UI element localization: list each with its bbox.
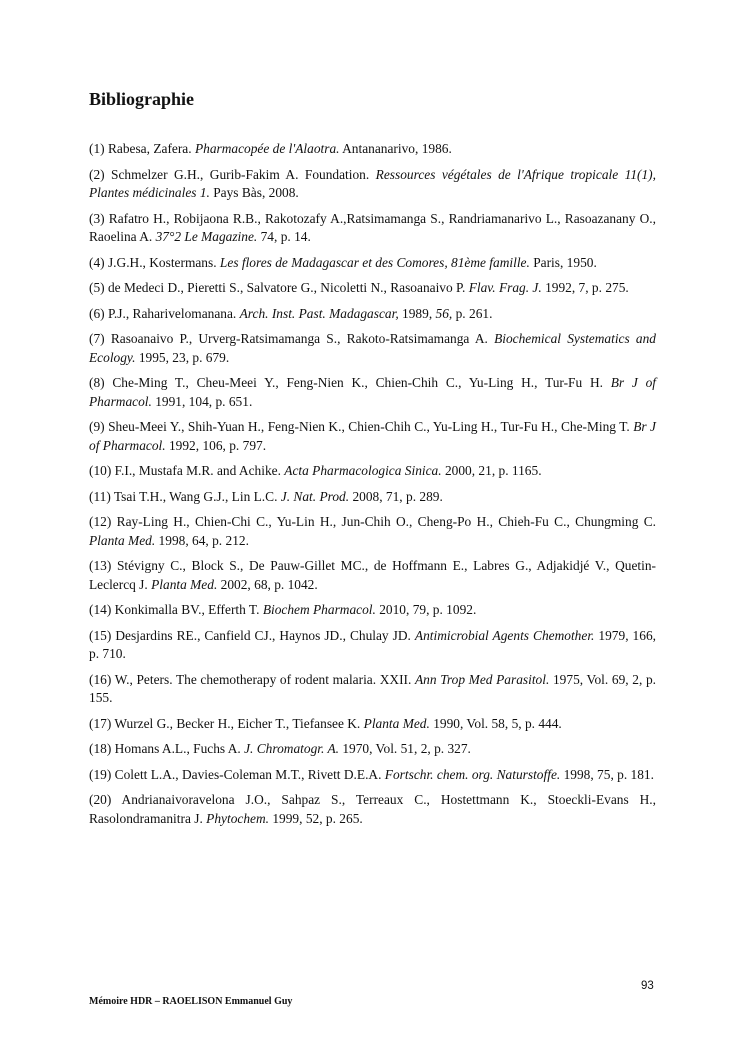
reference-text: (1) Rabesa, Zafera. (89, 141, 195, 156)
reference-item (89, 671, 656, 708)
reference-text: 2002, 68, p. 1042. (217, 576, 318, 592)
reference-text: (11) Tsai T.H., Wang G.J., Lin L.C. (89, 488, 281, 504)
reference-item (89, 601, 656, 620)
reference-source: Fortschr. chem. org. Naturstoffe. (384, 766, 561, 782)
reference-text: (5) de Medeci D., Pieretti S., Salvatore G., Nicoletti N., Rasoanaivo P. (89, 280, 469, 295)
reference-source: 56, (435, 305, 453, 321)
reference-item (89, 488, 656, 507)
reference-source: Flav. Frag. J. (468, 280, 542, 295)
reference-source: Ressources végétales de l'Afrique tropicale 11(1), Plantes médicinales 1. (89, 166, 656, 200)
reference-text: (10) F.I., Mustafa M.R. and Achike. (89, 463, 285, 478)
reference-source: J. Chromatogr. A. (244, 741, 339, 756)
reference-source: Antimicrobial Agents Chemother. (414, 627, 595, 643)
reference-text: (20) Andrianaivoravelona J.O., Sahpaz S., Terreaux C., Hostettmann K., Stoeckli-Evans H., Rasolondramanitra J. (89, 792, 656, 826)
reference-text: 1998, 64, p. 212. (155, 532, 249, 548)
reference-source: Ann Trop Med Parasitol. (415, 671, 550, 687)
reference-text: 1991, 104, p. 651. (151, 393, 253, 409)
reference-item (89, 330, 656, 367)
reference-text: p. 261. (452, 305, 493, 321)
reference-item (89, 627, 656, 664)
reference-text: Antananarivo, 1986. (339, 141, 452, 156)
reference-list (89, 140, 656, 835)
reference-text: 2008, 71, p. 289. (349, 488, 443, 504)
reference-text: (18) Homans A.L., Fuchs A. (89, 741, 245, 756)
reference-text: (17) Wurzel G., Becker H., Eicher T., Tiefansee K. (89, 715, 364, 731)
reference-text: 1990, Vol. 58, 5, p. 444. (429, 715, 562, 731)
reference-text: (15) Desjardins RE., Canfield CJ., Haynos JD., Chulay JD. (89, 627, 415, 643)
reference-item (89, 766, 656, 785)
reference-item (89, 140, 656, 159)
reference-source: Acta Pharmacologica Sinica. (284, 463, 442, 478)
reference-text: Pays Bàs, 2008. (209, 185, 299, 200)
page-number: 93 (641, 980, 654, 992)
reference-text: (2) Schmelzer G.H., Gurib-Fakim A. Foundation. (89, 166, 376, 182)
reference-text: Paris, 1950. (529, 254, 597, 270)
reference-source: 37°2 Le Magazine. (155, 229, 258, 244)
reference-text: 1989, (398, 305, 436, 321)
reference-source: Pharmacopée de l'Alaotra. (194, 141, 340, 156)
reference-source: Br J of Pharmacol. (89, 375, 656, 409)
reference-text: (8) Che-Ming T., Cheu-Meei Y., Feng-Nien K., Chien-Chih C., Yu-Ling H., Tur-Fu H. (89, 375, 611, 390)
reference-item (89, 254, 656, 273)
reference-source: Biochemical Systematics and Ecology. (89, 331, 656, 365)
reference-item (89, 279, 656, 298)
page-title: Bibliographie (89, 89, 195, 109)
reference-source: Br J of Pharmacol. (89, 419, 656, 453)
reference-item (89, 418, 656, 455)
reference-text: (14) Konkimalla BV., Efferth T. (89, 602, 263, 617)
reference-text: 2000, 21, p. 1165. (441, 463, 542, 478)
reference-item (89, 740, 656, 759)
reference-text: (3) Rafatro H., Robijaona R.B., Rakotozafy A.,Ratsimamanga S., Randriamanarivo L., Rasoazanany O., Raoelina A. (89, 210, 656, 244)
reference-source: J. Nat. Prod. (280, 488, 350, 504)
reference-item (89, 305, 656, 324)
reference-text: 1992, 7, p. 275. (541, 280, 629, 295)
reference-text: 2010, 79, p. 1092. (375, 602, 477, 617)
reference-source: Biochem Pharmacol. (262, 602, 376, 617)
reference-source: Arch. Inst. Past. Madagascar, (239, 305, 399, 321)
reference-text: 1998, 75, p. 181. (560, 766, 654, 782)
reference-source: Planta Med. (363, 715, 430, 731)
reference-source: Planta Med. (89, 532, 156, 548)
reference-text: (6) P.J., Raharivelomanana. (89, 305, 240, 321)
reference-text: (12) Ray-Ling H., Chien-Chi C., Yu-Lin H., Jun-Chih O., Cheng-Po H., Chieh-Fu C., Chungming C. (89, 514, 656, 529)
reference-item (89, 462, 656, 481)
reference-text: 1999, 52, p. 265. (269, 810, 363, 826)
reference-text: 74, p. 14. (257, 229, 311, 244)
reference-text: 1975, Vol. 69, 2, p. 155. (89, 671, 657, 705)
reference-text: 1992, 106, p. 797. (165, 437, 267, 453)
reference-source: Phytochem. (206, 810, 269, 826)
reference-item (89, 166, 656, 203)
reference-source: Planta Med. (151, 576, 218, 592)
reference-text: 1979, 166, p. 710. (89, 627, 656, 661)
reference-text: (9) Sheu-Meei Y., Shih-Yuan H., Feng-Nien K., Chien-Chih C., Yu-Ling H., Tur-Fu H., Che-Ming T. (89, 419, 634, 434)
reference-item (89, 210, 656, 247)
reference-item (89, 513, 656, 550)
footer-text: Mémoire HDR – RAOELISON Emmanuel Guy (89, 996, 293, 1007)
reference-text: (13) Stévigny C., Block S., De Pauw-Gillet MC., de Hoffmann E., Labres G., Adjakidjé V., Quetin-Leclercq J. (89, 558, 656, 592)
reference-source: Les flores de Madagascar et des Comores, 81ème famille. (219, 254, 530, 270)
reference-text: (16) W., Peters. The chemotherapy of rodent malaria. XXII. (89, 671, 415, 687)
reference-item (89, 791, 656, 828)
reference-item (89, 715, 656, 734)
reference-text: (4) J.G.H., Kostermans. (89, 254, 220, 270)
reference-text: (7) Rasoanaivo P., Urverg-Ratsimamanga S., Rakoto-Ratsimamanga A. (89, 331, 495, 346)
reference-text: 1995, 23, p. 679. (135, 349, 230, 365)
reference-item (89, 374, 656, 411)
reference-item (89, 557, 656, 594)
reference-text: (19) Colett L.A., Davies-Coleman M.T., Rivett D.E.A. (89, 766, 385, 782)
reference-text: 1970, Vol. 51, 2, p. 327. (338, 741, 471, 756)
